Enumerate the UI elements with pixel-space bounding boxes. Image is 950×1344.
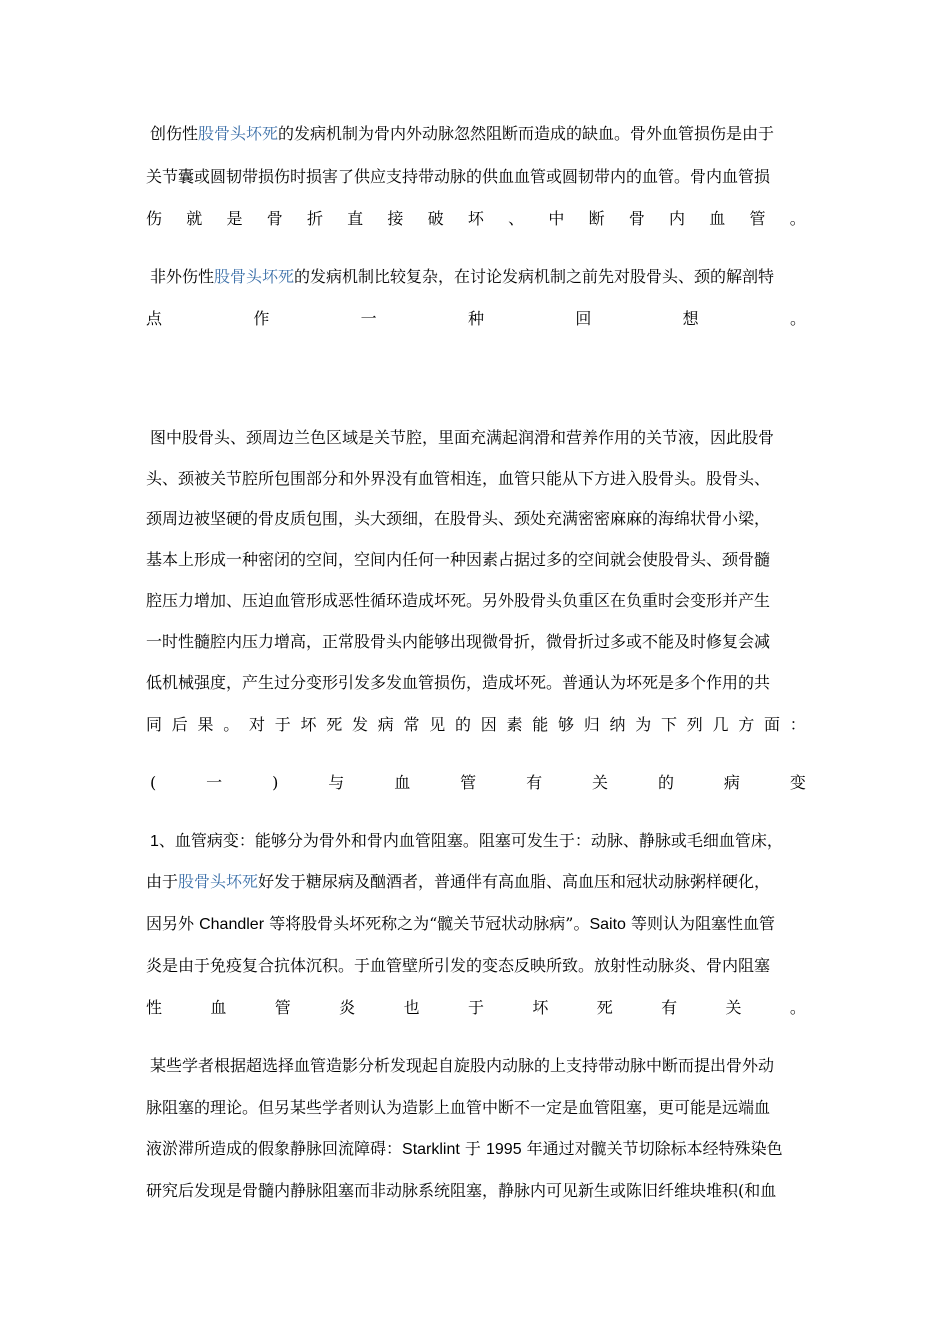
justified-char: 折 — [306, 209, 323, 228]
para3-line8 — [146, 710, 806, 740]
text-span: Chandler — [199, 916, 265, 933]
justified-char: 归 — [583, 715, 600, 734]
justified-char: ： — [789, 715, 806, 734]
justified-char: 炎 — [339, 998, 356, 1017]
justified-char: 是 — [226, 209, 243, 228]
text-span: 等则认为阻塞性血管 — [625, 914, 776, 933]
para3-line5: 腔压力增加、压迫血管形成恶性循环造成坏死。另外股骨头负重区在负重时会变形并产生 — [146, 591, 771, 610]
text-span: 非外伤性 — [150, 267, 215, 286]
justified-char: 想 — [682, 309, 699, 328]
justified-char: 内 — [669, 209, 686, 228]
justified-char: 素 — [506, 715, 523, 734]
text-span: 、血管病变：能够分为骨外和骨内血管阻塞。阻塞可发生于：动脉、静脉或毛细血管床， — [158, 831, 783, 850]
justified-char: 管 — [460, 773, 477, 792]
para3-line4: 基本上形成一种密闭的空间，空间内任何一种因素占据过多的空间就会使股骨头、颈骨髓 — [146, 550, 771, 569]
para2-line2 — [146, 304, 806, 334]
justified-char: 方 — [738, 715, 755, 734]
text-span: 的发病机制为骨内外动脉忽然阻断而造成的缺血。骨外血管损伤是由于 — [278, 124, 775, 143]
justified-char: 见 — [429, 715, 446, 734]
text-span: 好发于糖尿病及酗酒者，普通伴有高血脂、高血压和冠状动脉粥样硬化， — [258, 872, 771, 891]
para4-line3 — [146, 909, 806, 939]
justified-char: 够 — [558, 715, 575, 734]
text-span: 于 — [459, 1139, 486, 1158]
text-span: 的发病机制比较复杂，在讨论发病机制之前先对股骨头、颈的解剖特 — [294, 267, 775, 286]
para5-line2: 脉阻塞的理论。但另某些学者则认为造影上血管中断不一定是血管阻塞，更可能是远端血 — [146, 1098, 771, 1117]
justified-char: 因 — [480, 715, 497, 734]
section-heading — [150, 768, 806, 798]
text-span: 液淤滞所造成的假象静脉回流障碍： — [146, 1139, 403, 1158]
justified-char: 坏 — [532, 998, 549, 1017]
justified-char: 果 — [197, 715, 214, 734]
justified-char: 骨 — [266, 209, 283, 228]
justified-char: 接 — [387, 209, 404, 228]
para4-line2 — [146, 867, 806, 897]
justified-char: 变 — [789, 773, 806, 792]
justified-char: 死 — [326, 715, 343, 734]
justified-char: 下 — [661, 715, 678, 734]
text-span: 因另外 — [146, 914, 200, 933]
justified-char: 坏 — [467, 209, 484, 228]
para4-line1 — [150, 826, 810, 856]
justified-char: 与 — [328, 773, 345, 792]
justified-char: 对 — [249, 715, 266, 734]
justified-char: 回 — [575, 309, 592, 328]
justified-char: 病 — [723, 773, 740, 792]
para2-line1 — [150, 262, 810, 292]
justified-char: 断 — [588, 209, 605, 228]
justified-char: 中 — [548, 209, 565, 228]
justified-char: 的 — [455, 715, 472, 734]
text-span: Starklint — [402, 1141, 460, 1158]
justified-char: 同 — [146, 715, 163, 734]
justified-char: 、 — [508, 209, 525, 228]
justified-char: 血 — [709, 209, 726, 228]
text-span: 1995 — [486, 1141, 522, 1158]
justified-char: 关 — [725, 998, 742, 1017]
justified-char: 。 — [223, 715, 240, 734]
justified-char: 坏 — [300, 715, 317, 734]
text-span: 由于 — [146, 872, 179, 891]
femoral-head-necrosis-link[interactable]: 股骨头坏死 — [198, 124, 279, 143]
justified-char: 为 — [635, 715, 652, 734]
para5-line1: 某些学者根据超选择血管造影分析发现起自旋股内动脉的上支持带动脉中断而提出骨外动 — [150, 1056, 775, 1075]
justified-char: 病 — [377, 715, 394, 734]
justified-char: 管 — [749, 209, 766, 228]
justified-char: 关 — [592, 773, 609, 792]
para1-line2: 关节囊或圆韧带损伤时损害了供应支持带动脉的供血血管或圆韧带内的血管。骨内血管损 — [146, 167, 771, 186]
justified-char: 面 — [764, 715, 781, 734]
para3-line1: 图中股骨头、颈周边兰色区域是关节腔，里面充满起润滑和营养作用的关节液，因此股骨 — [150, 428, 775, 447]
justified-char: 。 — [789, 998, 806, 1017]
justified-char: 一 — [360, 309, 377, 328]
para3-line2: 头、颈被关节腔所包围部分和外界没有血管相连，血管只能从下方进入股骨头。股骨头、 — [146, 469, 771, 488]
justified-char: 一 — [206, 773, 223, 792]
justified-char: 几 — [712, 715, 729, 734]
femoral-head-necrosis-link[interactable]: 股骨头坏死 — [178, 872, 259, 891]
justified-char: 有 — [526, 773, 543, 792]
justified-char: 作 — [253, 309, 270, 328]
justified-char: 骨 — [628, 209, 645, 228]
para4-line4: 炎是由于免疫复合抗体沉积。于血管壁所引发的变态反映所致。放射性动脉炎、骨内阻塞 — [146, 956, 771, 975]
femoral-head-necrosis-link[interactable]: 股骨头坏死 — [214, 267, 295, 286]
justified-char: 性 — [146, 998, 163, 1017]
justified-char: 纳 — [609, 715, 626, 734]
para3-line3: 颈周边被坚硬的骨皮质包围，头大颈细，在股骨头、颈处充满密密麻麻的海绵状骨小梁， — [146, 509, 771, 528]
justified-char: 伤 — [146, 209, 163, 228]
justified-char: ( — [150, 773, 157, 792]
text-span: Saito — [589, 916, 626, 933]
justified-char: 能 — [532, 715, 549, 734]
para5-line4: 研究后发现是骨髓内静脉阻塞而非动脉系统阻塞，静脉内可见新生或陈旧纤维块堆积(和血 — [146, 1181, 777, 1200]
justified-char: 于 — [274, 715, 291, 734]
text-span: 创伤性 — [150, 124, 199, 143]
justified-char: 就 — [186, 209, 203, 228]
justified-char: 有 — [661, 998, 678, 1017]
para3-line7: 低机械强度，产生过分变形引发多发血管损伤，造成坏死。普通认为坏死是多个作用的共 — [146, 673, 771, 692]
justified-char: 种 — [467, 309, 484, 328]
justified-char: 破 — [427, 209, 444, 228]
para4-line5 — [146, 993, 806, 1023]
justified-char: 于 — [467, 998, 484, 1017]
para5-line3 — [146, 1134, 806, 1164]
justified-char: ) — [272, 773, 279, 792]
justified-char: 直 — [347, 209, 364, 228]
justified-char: 血 — [394, 773, 411, 792]
para3-line6: 一时性髓腔内压力增高，正常股骨头内能够出现微骨折，微骨折过多或不能及时修复会减 — [146, 632, 771, 651]
para1-line1 — [150, 119, 810, 149]
para1-line3 — [146, 204, 806, 234]
justified-char: 列 — [686, 715, 703, 734]
justified-char: 点 — [146, 309, 163, 328]
text-span: 年通过对髋关节切除标本经特殊染色 — [521, 1139, 783, 1158]
justified-char: 的 — [657, 773, 674, 792]
justified-char: 常 — [403, 715, 420, 734]
text-span: 等将股骨头坏死称之为“髋关节冠状动脉病”。 — [264, 914, 590, 933]
justified-char: 。 — [789, 209, 806, 228]
text-span: 1 — [150, 833, 159, 850]
justified-char: 。 — [789, 309, 806, 328]
justified-char: 发 — [352, 715, 369, 734]
justified-char: 管 — [274, 998, 291, 1017]
justified-char: 后 — [171, 715, 188, 734]
justified-char: 也 — [403, 998, 420, 1017]
justified-char: 血 — [210, 998, 227, 1017]
justified-char: 死 — [596, 998, 613, 1017]
